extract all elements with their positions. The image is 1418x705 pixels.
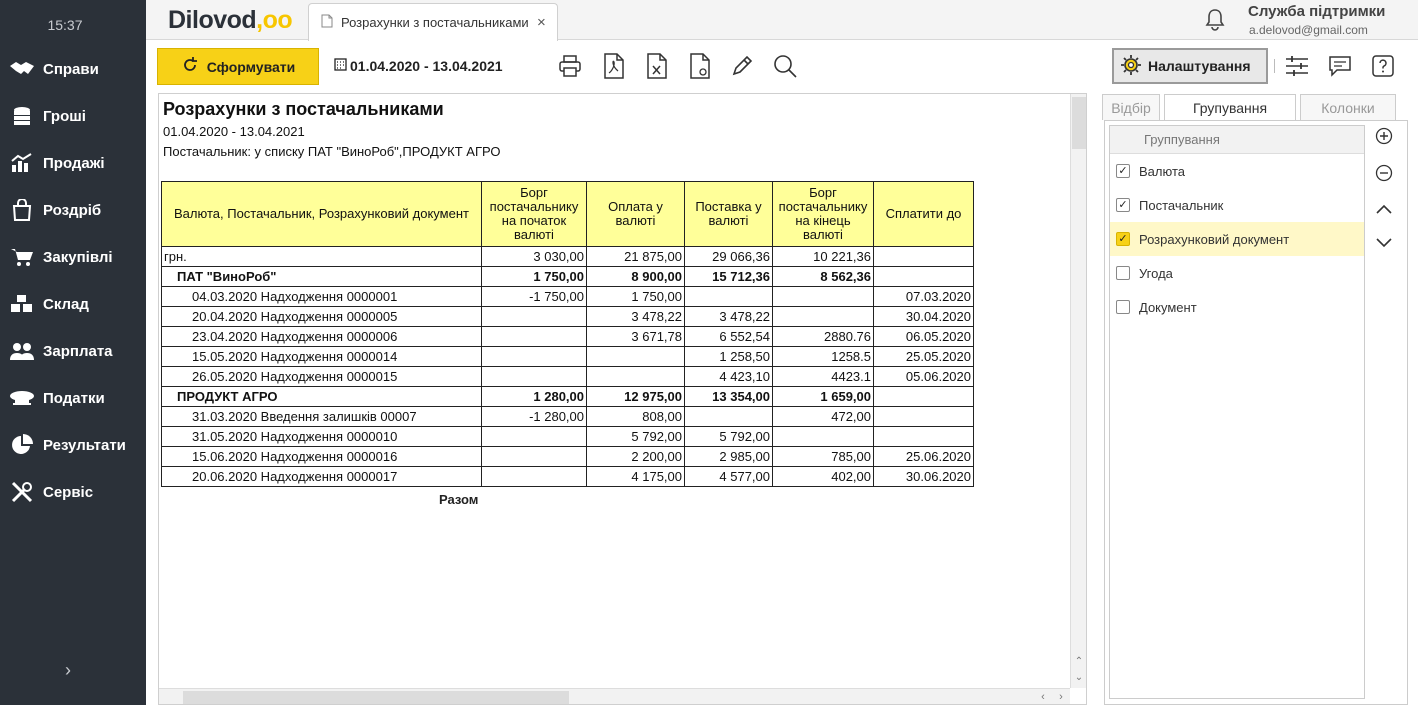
- report-title: Розрахунки з постачальниками: [163, 99, 444, 119]
- grouping-list-header: Группування: [1110, 126, 1364, 154]
- table-cell: 30.06.2020: [874, 467, 974, 487]
- sidebar-item-1[interactable]: [0, 96, 146, 136]
- table-cell: 1 280,00: [482, 387, 587, 407]
- table-cell: [587, 347, 685, 367]
- tab-columns[interactable]: Колонки: [1300, 94, 1396, 120]
- bell-icon[interactable]: [1204, 8, 1226, 37]
- table-cell: 808,00: [587, 407, 685, 427]
- table-cell: 1 258,50: [685, 347, 773, 367]
- table-row: [162, 347, 974, 367]
- settings-panel: [1100, 93, 1418, 705]
- table-cell: 25.05.2020: [874, 347, 974, 367]
- table-cell: 6 552,54: [685, 327, 773, 347]
- move-up-icon[interactable]: [1373, 198, 1395, 220]
- shopping-bag-icon: [8, 198, 36, 222]
- tools-icon: [8, 480, 36, 504]
- column-header: Сплатити до: [874, 182, 974, 247]
- table-cell: 1 750,00: [587, 287, 685, 307]
- table-row: [162, 407, 974, 427]
- table-cell: [482, 327, 587, 347]
- clock: 15:37: [47, 17, 83, 33]
- toolbar: [146, 41, 1418, 91]
- sliders-icon[interactable]: [1283, 52, 1311, 80]
- sidebar-item-label: Гроші: [43, 107, 86, 125]
- table-cell: [482, 427, 587, 447]
- table-cell: [482, 347, 587, 367]
- handshake-icon: [8, 57, 36, 81]
- sidebar-item-4[interactable]: [0, 237, 146, 277]
- sidebar-item-label: Податки: [43, 389, 105, 407]
- report-area: [158, 93, 1087, 705]
- sidebar-item-label: Закупівлі: [43, 248, 113, 266]
- total-label: Разом: [439, 492, 479, 507]
- table-cell: [874, 427, 974, 447]
- sidebar-item-7[interactable]: [0, 378, 146, 418]
- table-cell: 4 175,00: [587, 467, 685, 487]
- table-cell: [587, 367, 685, 387]
- grouping-item-label: Документ: [1139, 299, 1197, 315]
- grouping-checkbox[interactable]: [1116, 300, 1130, 314]
- scroll-up-icon[interactable]: ⌃: [1074, 656, 1084, 667]
- document-settings-icon[interactable]: [686, 52, 714, 80]
- table-cell: [685, 407, 773, 427]
- chat-icon[interactable]: [1326, 52, 1354, 80]
- table-cell: 3 671,78: [587, 327, 685, 347]
- row-label: 15.05.2020 Надходження 0000014: [162, 347, 482, 367]
- column-header: Борг постачальнику на кінець валюті: [773, 182, 874, 247]
- row-label: ПАТ "ВиноРоб": [162, 267, 482, 287]
- table-cell: 12 975,00: [587, 387, 685, 407]
- table-cell: 4423.1: [773, 367, 874, 387]
- table-cell: 4 577,00: [685, 467, 773, 487]
- grouping-checkbox[interactable]: ✓: [1116, 232, 1130, 246]
- table-cell: 07.03.2020: [874, 287, 974, 307]
- boxes-icon: [8, 292, 36, 316]
- table-row: [162, 327, 974, 347]
- table-cell: [773, 307, 874, 327]
- row-label: 31.03.2020 Введення залишків 00007: [162, 407, 482, 427]
- table-cell: 1258.5: [773, 347, 874, 367]
- table-cell: [874, 267, 974, 287]
- grouping-checkbox[interactable]: ✓: [1116, 198, 1130, 212]
- period-picker[interactable]: [334, 57, 503, 74]
- table-cell: [874, 387, 974, 407]
- row-label: 15.06.2020 Надходження 0000016: [162, 447, 482, 467]
- scrollbar-thumb[interactable]: [183, 691, 569, 704]
- sidebar-item-label: Склад: [43, 295, 89, 313]
- row-label: 20.04.2020 Надходження 0000005: [162, 307, 482, 327]
- table-cell: -1 750,00: [482, 287, 587, 307]
- row-label: 31.05.2020 Надходження 0000010: [162, 427, 482, 447]
- row-label: 20.06.2020 Надходження 0000017: [162, 467, 482, 487]
- tab-filter[interactable]: Відбір: [1102, 94, 1160, 120]
- column-header: Поставка у валюті: [685, 182, 773, 247]
- logo-text: Dilovod: [168, 6, 257, 34]
- table-cell: 8 900,00: [587, 267, 685, 287]
- pdf-export-icon[interactable]: [600, 52, 628, 80]
- grouping-item[interactable]: [1110, 154, 1364, 188]
- coins-icon: [8, 104, 36, 128]
- table-cell: 2880.76: [773, 327, 874, 347]
- sidebar-item-5[interactable]: [0, 284, 146, 324]
- table-cell: 30.04.2020: [874, 307, 974, 327]
- edit-pencil-icon[interactable]: [728, 52, 756, 80]
- print-icon[interactable]: [556, 52, 584, 80]
- scroll-down-icon[interactable]: ⌄: [1074, 672, 1084, 683]
- refresh-icon: [181, 56, 199, 77]
- excel-export-icon[interactable]: [643, 52, 671, 80]
- move-down-icon[interactable]: [1373, 232, 1395, 254]
- row-label: 23.04.2020 Надходження 0000006: [162, 327, 482, 347]
- grouping-item[interactable]: [1110, 256, 1364, 290]
- table-cell: 1 750,00: [482, 267, 587, 287]
- horizontal-scrollbar[interactable]: [159, 688, 1070, 705]
- officer-cap-icon: [8, 386, 36, 410]
- logo[interactable]: [168, 6, 292, 35]
- grouping-item-label: Постачальник: [1139, 197, 1224, 213]
- table-cell: 13 354,00: [685, 387, 773, 407]
- column-header: Валюта, Постачальник, Розрахунковий документ: [162, 182, 482, 247]
- table-row: [162, 387, 974, 407]
- pie-chart-icon: [8, 433, 36, 457]
- report-period: 01.04.2020 - 13.04.2021: [163, 124, 305, 139]
- row-label: ПРОДУКТ АГРО: [162, 387, 482, 407]
- table-cell: 4 423,10: [685, 367, 773, 387]
- table-cell: 1 659,00: [773, 387, 874, 407]
- settings-button[interactable]: [1112, 48, 1268, 84]
- sidebar-item-label: Продажі: [43, 154, 105, 172]
- table-cell: [685, 287, 773, 307]
- sidebar-item-label: Сервіс: [43, 483, 94, 501]
- sidebar-item-label: Результати: [43, 436, 126, 454]
- sidebar-item-8[interactable]: [0, 425, 146, 465]
- column-header: Оплата у валюті: [587, 182, 685, 247]
- row-label: грн.: [162, 247, 482, 267]
- report-table: [161, 181, 974, 487]
- table-cell: 25.06.2020: [874, 447, 974, 467]
- sidebar-item-label: Зарплата: [43, 342, 113, 360]
- table-cell: [482, 447, 587, 467]
- table-row: [162, 427, 974, 447]
- support-block[interactable]: [1248, 3, 1385, 37]
- logo-dots: ,oo: [256, 6, 293, 34]
- table-cell: [482, 467, 587, 487]
- sidebar: [0, 0, 146, 705]
- table-cell: 21 875,00: [587, 247, 685, 267]
- remove-icon[interactable]: [1373, 162, 1395, 184]
- search-icon[interactable]: [771, 52, 799, 80]
- document-icon: [321, 14, 333, 31]
- grouping-item-label: Валюта: [1139, 163, 1185, 179]
- table-cell: [773, 287, 874, 307]
- table-row: [162, 267, 974, 287]
- close-tab-icon[interactable]: ×: [537, 14, 546, 31]
- sidebar-item-0[interactable]: [0, 49, 146, 89]
- grouping-checkbox[interactable]: ✓: [1116, 164, 1130, 178]
- sidebar-item-3[interactable]: [0, 190, 146, 230]
- row-label: 04.03.2020 Надходження 0000001: [162, 287, 482, 307]
- help-icon[interactable]: [1369, 52, 1397, 80]
- table-row: [162, 447, 974, 467]
- table-cell: 2 985,00: [685, 447, 773, 467]
- tab-title: Розрахунки з постачальниками: [341, 15, 529, 30]
- table-cell: [874, 247, 974, 267]
- table-cell: 402,00: [773, 467, 874, 487]
- row-label: 26.05.2020 Надходження 0000015: [162, 367, 482, 387]
- vertical-scrollbar[interactable]: [1070, 94, 1087, 688]
- scrollbar-thumb[interactable]: [1072, 97, 1086, 149]
- people-icon: [8, 339, 36, 363]
- table-cell: 15 712,36: [685, 267, 773, 287]
- table-cell: 472,00: [773, 407, 874, 427]
- table-cell: 5 792,00: [587, 427, 685, 447]
- table-row: [162, 247, 974, 267]
- table-cell: 29 066,36: [685, 247, 773, 267]
- table-cell: -1 280,00: [482, 407, 587, 427]
- table-cell: 8 562,36: [773, 267, 874, 287]
- table-cell: 2 200,00: [587, 447, 685, 467]
- table-cell: 3 478,22: [685, 307, 773, 327]
- gear-icon: [1120, 54, 1142, 79]
- table-cell: [874, 407, 974, 427]
- table-cell: 5 792,00: [685, 427, 773, 447]
- grouping-item-label: Угода: [1139, 265, 1173, 281]
- generate-button[interactable]: [157, 48, 319, 85]
- sidebar-item-2[interactable]: [0, 143, 146, 183]
- settings-button-label: Налаштування: [1148, 58, 1251, 74]
- grouping-box: [1104, 120, 1408, 705]
- grouping-checkbox[interactable]: [1116, 266, 1130, 280]
- table-row: [162, 287, 974, 307]
- support-email: a.delovod@gmail.com: [1249, 23, 1368, 37]
- cart-icon: [8, 245, 36, 269]
- table-cell: 3 478,22: [587, 307, 685, 327]
- grouping-item[interactable]: [1110, 188, 1364, 222]
- table-cell: [482, 367, 587, 387]
- grouping-item[interactable]: [1110, 290, 1364, 324]
- collapse-sidebar-button[interactable]: ›: [65, 660, 71, 680]
- table-row: [162, 367, 974, 387]
- scroll-right-icon[interactable]: ›: [1059, 691, 1063, 703]
- table-cell: 3 030,00: [482, 247, 587, 267]
- generate-button-label: Сформувати: [206, 58, 296, 75]
- top-bar: [146, 0, 1418, 40]
- scroll-left-icon[interactable]: ‹: [1041, 691, 1045, 703]
- sidebar-item-6[interactable]: [0, 331, 146, 371]
- support-title: Служба підтримки: [1248, 3, 1386, 20]
- grouping-list: [1109, 125, 1365, 699]
- tab-grouping[interactable]: Групування: [1164, 94, 1296, 120]
- table-cell: 06.05.2020: [874, 327, 974, 347]
- table-row: [162, 467, 974, 487]
- table-cell: 785,00: [773, 447, 874, 467]
- divider: [1274, 59, 1275, 73]
- table-row: [162, 307, 974, 327]
- chart-icon: [8, 151, 36, 175]
- grouping-item[interactable]: [1110, 222, 1364, 256]
- table-cell: [482, 307, 587, 327]
- add-icon[interactable]: [1373, 125, 1395, 147]
- grouping-item-label: Розрахунковий документ: [1139, 231, 1290, 247]
- period-label: 01.04.2020 - 13.04.2021: [350, 57, 503, 74]
- tab-report[interactable]: [308, 3, 558, 41]
- table-cell: 10 221,36: [773, 247, 874, 267]
- table-cell: 05.06.2020: [874, 367, 974, 387]
- sidebar-item-label: Справи: [43, 60, 99, 78]
- sidebar-item-label: Роздріб: [43, 201, 102, 219]
- table-cell: [773, 427, 874, 447]
- column-header: Борг постачальнику на початок валюті: [482, 182, 587, 247]
- report-filter: Постачальник: у списку ПАТ "ВиноРоб",ПРОДУКТ АГРО: [163, 144, 501, 159]
- calendar-icon: [334, 57, 347, 74]
- sidebar-item-9[interactable]: [0, 472, 146, 512]
